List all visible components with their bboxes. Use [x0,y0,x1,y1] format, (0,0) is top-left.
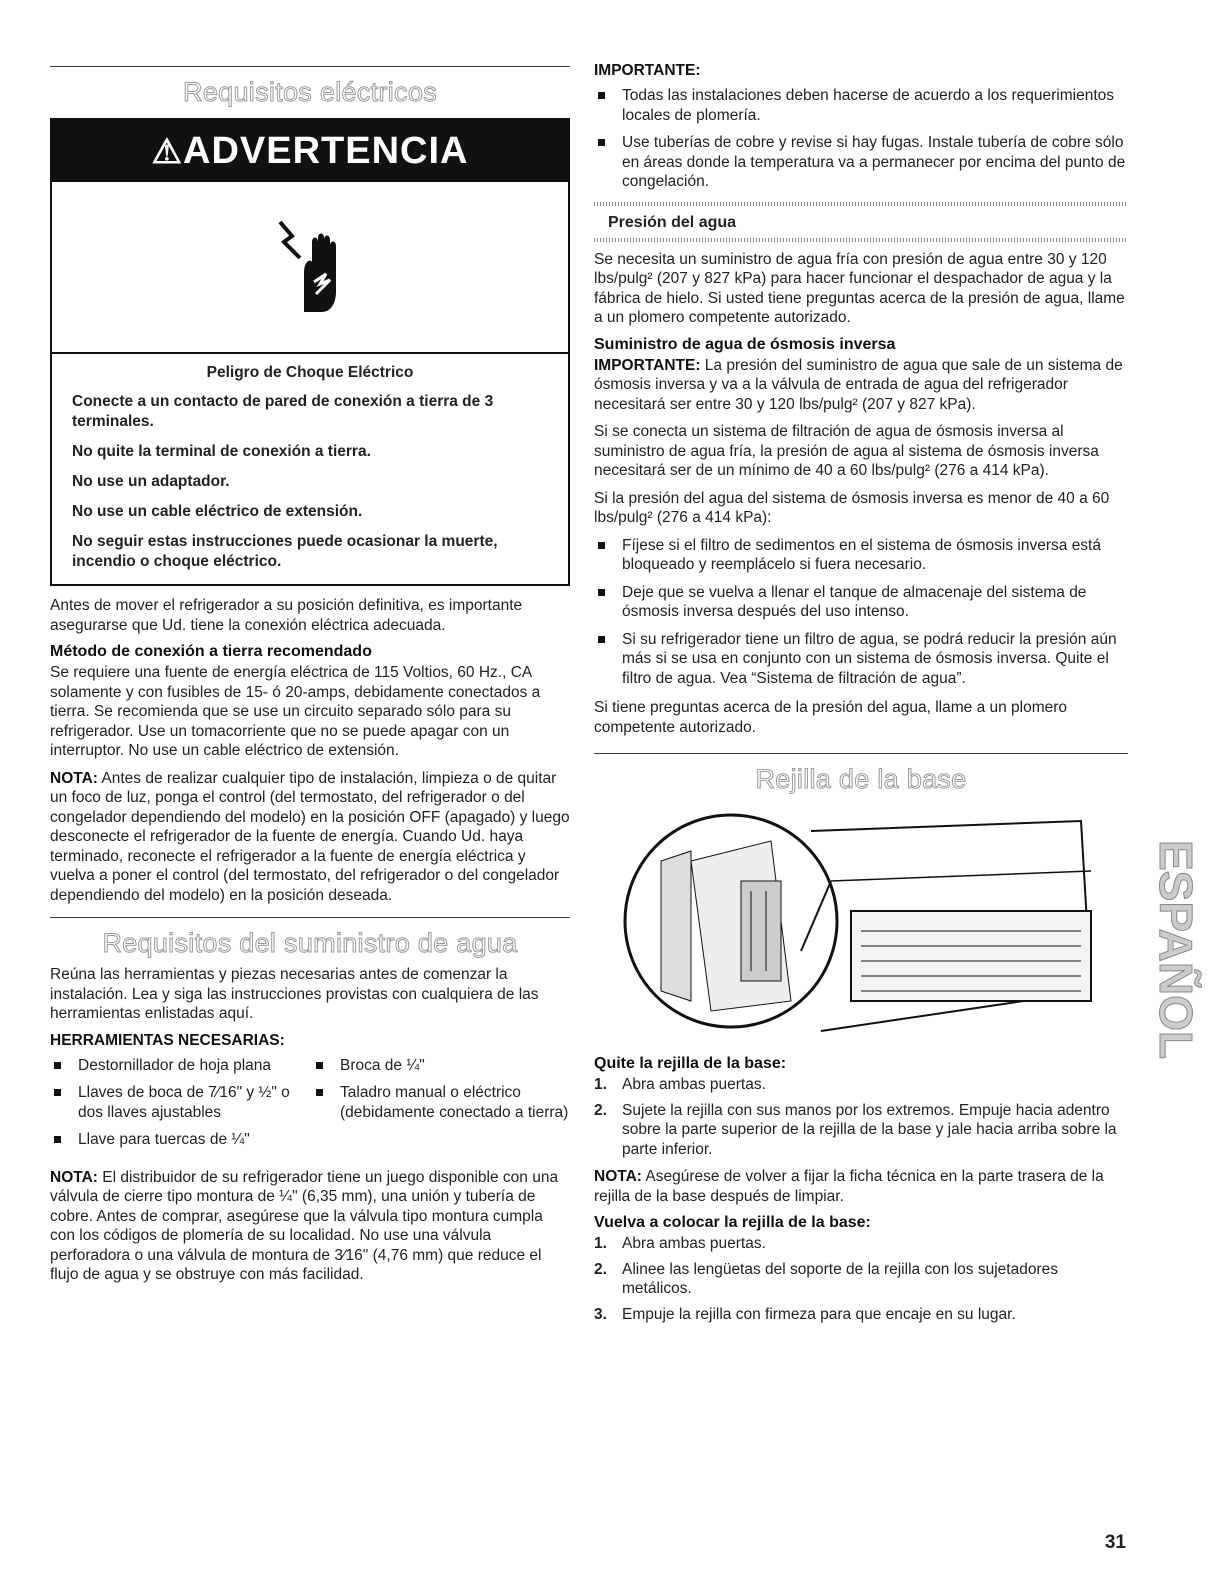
warning-line: No quite la terminal de conexión a tierra. [72,443,371,460]
hazard-title: Peligro de Choque Eléctrico [206,364,414,381]
warning-header [52,120,568,182]
warning-line: No use un adaptador. [72,473,230,490]
list-item: 3. Empuje la rejilla con firmeza para que encaje en su lugar. [594,1305,1016,1323]
section-rule [50,917,570,918]
ro-paragraph: Si tiene preguntas acerca de la presión del agua, llame a un plomero competente autorizado. [594,699,1068,736]
note-electrical [50,769,570,906]
ro-paragraph: Si la presión del agua del sistema de ósmosis inversa es menor de 40 a 60 lbs/pulg² (276 a 414 kPa): [594,489,1110,526]
list-item: Destornillador de hoja plana [50,1056,312,1076]
pressure-heading-block [594,202,1128,242]
list-item: 1. Abra ambas puertas. [594,1076,766,1093]
ro-paragraph: Si se conecta un sistema de filtración de agua de ósmosis inversa al suministro de agua fría, la presión de agua al sistema de ósmosis inversa necesitará ser de un mínimo de 40 a 60 lbs/pulg² (276 a 414 kPa). [594,423,1099,479]
section-title-electrical: Requisitos eléctricos [183,77,437,107]
tools-column [50,1056,312,1158]
pressure-heading: Presión del agua [608,213,737,231]
warning-triangle-icon: ⚠ [151,133,183,171]
importante-list [594,86,1128,192]
pressure-text: Se necesita un suministro de agua fría con presión de agua entre 30 y 120 lbs/pulg² (207 y 827 kPa) para hacer funcionar el despachador de agua y la fábrica de hielo. Si usted tiene preguntas acerca de la presión de agua, llame a un plomero competente autorizado. [594,250,1125,326]
warning-title: ADVERTENCIA [183,130,469,172]
note-text: La presión del suministro de agua que sale de un sistema de ósmosis inversa y va a la válvula de entrada de agua del refrigerador necesitará ser entre 30 y 120 lbs/pulg² (207 y 827 kPa). [594,356,1123,413]
list-item: Broca de ¼" [312,1056,570,1076]
section-rule [594,753,1128,754]
section-title-water: Requisitos del suministro de agua [102,928,518,958]
list-item: Todas las instalaciones deben hacerse de acuerdo a los requerimientos locales de plomería. [594,86,1128,125]
note-text: Asegúrese de volver a fijar la ficha técnica en la parte trasera de la rejilla de la base después de limpiar. [594,1168,1104,1205]
tools-column [312,1056,570,1158]
note-grille [594,1167,1128,1206]
note-label: IMPORTANTE: [594,356,701,374]
list-item: Llave para tuercas de ¼" [50,1130,312,1150]
left-column [50,66,570,1293]
section-rule [50,66,570,67]
warning-line: No use un cable eléctrico de extensión. [72,503,363,520]
list-item: Deje que se vuelva a llenar el tanque de almacenaje del sistema de ósmosis inversa después del uso intenso. [594,583,1128,622]
note-water [50,1168,570,1285]
list-item: Use tuberías de cobre y revise si hay fugas. Instale tubería de cobre sólo en áreas donde la temperatura va a permanecer por encima del punto de congelación. [594,133,1128,192]
base-grille-illustration [621,801,1101,1041]
list-item: Llaves de boca de 7⁄16" y ½" o dos llaves ajustables [50,1083,312,1122]
warning-text [52,354,568,584]
tools-heading: HERRAMIENTAS NECESARIAS: [50,1031,285,1049]
tools-list [50,1056,570,1168]
dotted-rule [594,238,1128,242]
list-item: Fíjese si el filtro de sedimentos en el sistema de ósmosis inversa está bloqueado y reemplácelo si fuera necesario. [594,536,1128,575]
list-item: 2. Alinee las lengüetas del soporte de la rejilla con los sujetadores metálicos. [594,1260,1058,1297]
note-text: El distribuidor de su refrigerador tiene un juego disponible con una válvula de cierre tipo montura de ¼" (6,35 mm), una unión y tubería de cobre. Antes de comprar, asegúrese que la válvula tipo montura cumpla con los códigos de plomería de su localidad. No use una válvula perforadora o una válvula de montura de 3⁄16" (4,76 mm) que reduce el flujo de agua y se obstruye con más facilidad. [50,1168,559,1283]
warning-box [50,118,570,586]
grounding-text: Se requiere una fuente de energía eléctrica de 115 Voltios, 60 Hz., CA solamente y con fusibles de 15- ó 20-amps, debidamente conectados a tierra. Se recomienda que se use un circuito separado sólo para su refrigerador. Use un tomacorriente que no se puede apagar con un interruptor. No use un cable eléctrico de extensión. [50,664,541,759]
shock-hazard-area [52,182,568,354]
ro-list [594,536,1128,689]
section-title-grille: Rejilla de la base [755,764,967,794]
page-number: 31 [1104,1532,1126,1553]
electrical-intro: Antes de mover el refrigerador a su posición definitiva, es importante asegurarse que Ud. tiene la conexión eléctrica adecuada. [50,597,523,634]
water-intro: Reúna las herramientas y piezas necesarias antes de comenzar la instalación. Lea y siga las instrucciones provistas con cualquiera de las herramientas enlistadas aquí. [50,966,539,1022]
language-tab-label: ESPAÑOL [1150,840,1202,1059]
right-column [594,62,1128,1332]
note-label: NOTA: [50,769,98,787]
warning-line: Conecte a un contacto de pared de conexión a tierra de 3 terminales. [72,393,494,430]
list-item: Taladro manual o eléctrico (debidamente conectado a tierra) [312,1083,570,1122]
remove-steps [594,1075,1128,1159]
note-label: NOTA: [50,1168,98,1186]
warning-line: No seguir estas instrucciones puede ocasionar la muerte, incendio o choque eléctrico. [72,533,498,570]
replace-steps [594,1234,1128,1324]
list-item: Si su refrigerador tiene un filtro de agua, se podrá reducir la presión aún más si se usa en conjunto con un sistema de ósmosis inversa. Quite el filtro de agua. Vea “Sistema de filtración de agua”. [594,630,1128,689]
replace-heading: Vuelva a colocar la rejilla de la base: [594,1214,871,1231]
importante-heading: IMPORTANTE: [594,62,701,79]
ro-heading: Suministro de agua de ósmosis inversa [594,335,896,353]
electric-shock-hand-icon [270,212,350,322]
note-text: Antes de realizar cualquier tipo de instalación, limpieza o de quitar un foco de luz, ponga el control (del termostato, del refrigerador o del congelador dependiendo del modelo) en la posición OFF (apagado) y luego desconecte el refrigerador de la fuente de energía. Cuando Ud. haya terminado, reconecte el refrigerador a la fuente de energía eléctrica y vuelva a poner el control (del termostato, del refrigerador o del congelador dependiendo del modelo) en la posición deseada. [50,769,570,904]
remove-heading: Quite la rejilla de la base: [594,1055,787,1072]
list-item: 1. Abra ambas puertas. [594,1235,766,1252]
note-label: NOTA: [594,1168,642,1185]
ro-important [594,356,1128,415]
list-item: 2. Sujete la rejilla con sus manos por los extremos. Empuje hacia adentro sobre la parte superior de la rejilla de la base y jale hacia arriba sobre la parte inferior. [594,1101,1117,1158]
language-side-tab [1116,840,1202,1060]
grounding-heading: Método de conexión a tierra recomendado [50,643,372,660]
